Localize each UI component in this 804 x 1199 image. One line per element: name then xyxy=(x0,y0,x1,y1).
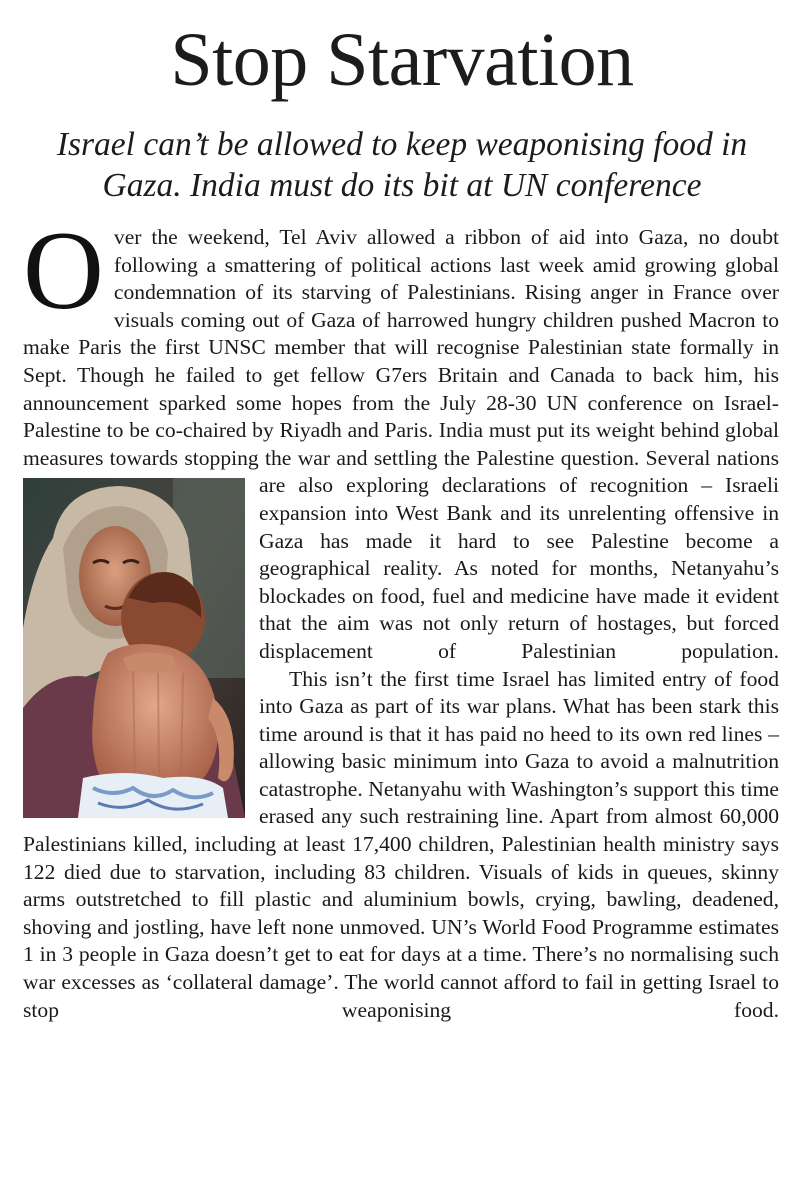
drop-cap: O xyxy=(23,209,104,333)
paragraph-1-text-a: ver the weekend, Tel Aviv allowed a ribbon of aid into Gaza, no doubt following a smattering of political actions last week amid growing global condemnation of its starving of Palestinians. Rising anger in France over visuals coming out of Gaza of harrowed hungry children pushed Macron to make Paris the first UNSC member that will recognise Palestinian state formally in Sept. Though he failed to get fellow G7ers Britain and Canada to back him, his announcement sparked some hopes from the July 28-30 UN conference on Israel-Palestine to be co-chaired by Riyadh and Paris. India must put its weight behind global measures towards stopping the war and settling the Palestine question. Several nations are also xyxy=(23,225,779,498)
standfirst: Israel can’t be allowed to keep weaponising food in Gaza. India must do its bit at UN conference xyxy=(56,126,748,204)
article-body xyxy=(23,209,780,1024)
paragraph-2: This isn’t the first time Israel has limited entry of food into Gaza as part of its war plans. What has been stark this time around is that it has paid no heed to its own red lines – allowing basic minimum into Gaza to avoid a malnutrition catastrophe. Netanyahu with Washington’s support this time erased any such restraining line. Apart from almost 60,000 Palestinians killed, including at least 17,400 children, Palestinian health ministry says 122 died due to starvation, including 83 children. Visuals of kids in queues, skinny arms outstretched to fill plastic and aluminium bowls, crying, bawling, deadened, shoving and jostling, have left none unmoved. UN’s World Food Programme estimates 1 in 3 people in Gaza doesn’t get to eat for days at a time. There’s no normalising such war excesses as ‘collateral damage’. The world cannot afford to fail in getting Israel to stop weaponising food. xyxy=(23,666,779,1022)
article-photo xyxy=(23,478,245,818)
photo-mother-child-icon xyxy=(23,478,245,818)
paragraph-1 xyxy=(23,209,780,666)
paragraph-1-text-b: exploring declarations of recognition – Israeli expansion into West Bank and its unrelenting offensive in Gaza has made it hard to see Palestine become a geographical reality. As noted for months, Netanyahu’s blockades on food, fuel and medicine have made it evident that the aim was not only return of hostages, but forced displacement of Palestinian population. xyxy=(259,473,780,663)
headline: Stop Starvation xyxy=(170,18,634,102)
